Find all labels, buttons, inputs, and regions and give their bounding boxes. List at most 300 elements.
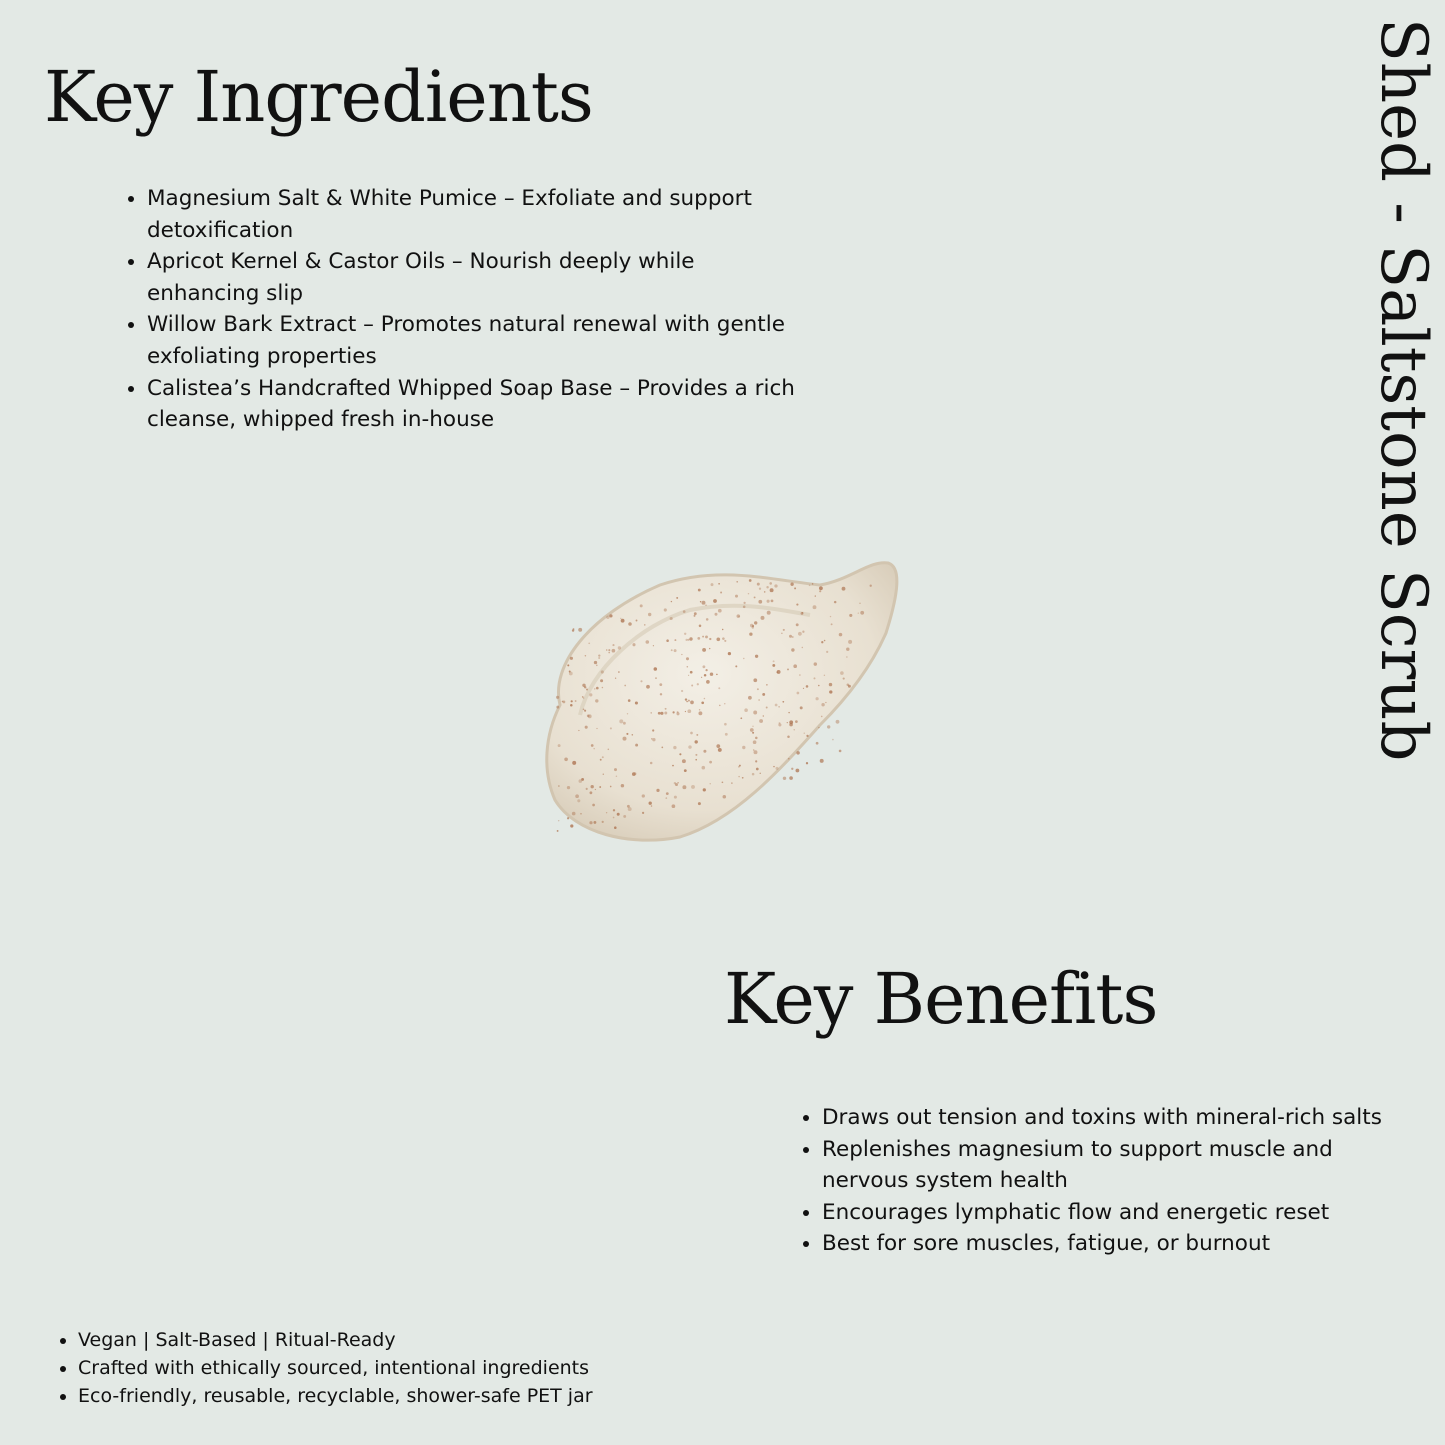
scrub-speck — [816, 742, 819, 745]
scrub-speck — [755, 737, 758, 740]
scrub-speck — [738, 776, 739, 777]
scrub-speck — [718, 687, 720, 689]
scrub-speck — [820, 759, 824, 763]
scrub-speck — [849, 614, 852, 617]
scrub-speck — [681, 654, 682, 655]
scrub-speck — [589, 693, 592, 696]
scrub-speck — [653, 645, 654, 646]
scrub-speck — [567, 817, 569, 819]
scrub-speck — [720, 592, 722, 594]
scrub-speck — [640, 604, 643, 607]
scrub-speck — [702, 665, 705, 668]
scrub-speck — [697, 637, 700, 640]
scrub-speck — [804, 732, 805, 733]
scrub-speck — [674, 782, 676, 784]
scrub-speck — [750, 728, 754, 732]
scrub-speck — [700, 601, 701, 602]
scrub-speck — [646, 640, 650, 644]
scrub-speck — [767, 600, 770, 603]
scrub-speck — [582, 684, 585, 687]
scrub-speck — [794, 729, 795, 730]
scrub-speck — [775, 704, 778, 707]
scrub-speck — [709, 648, 710, 649]
scrub-speck — [572, 629, 574, 631]
scrub-speck — [724, 723, 727, 726]
scrub-speck — [761, 616, 765, 620]
scrub-speck — [773, 766, 774, 767]
feature-item: • Crafted with ethically sourced, intentional ingredients — [78, 1354, 698, 1382]
scrub-speck — [623, 737, 627, 741]
scrub-speck — [591, 785, 594, 788]
scrub-speck — [814, 662, 817, 665]
scrub-speck — [738, 766, 740, 768]
scrub-speck — [753, 678, 757, 682]
scrub-speck — [705, 635, 708, 638]
scrub-speck — [716, 674, 718, 676]
scrub-speck — [593, 748, 595, 750]
scrub-speck — [661, 747, 663, 749]
scrub-speck — [819, 586, 823, 590]
scrub-speck — [592, 804, 595, 807]
scrub-speck — [702, 766, 706, 770]
scrub-speck — [567, 664, 569, 666]
scrub-speck — [829, 683, 832, 686]
scrub-speck — [858, 612, 859, 613]
scrub-speck — [718, 583, 720, 585]
scrub-speck — [799, 674, 801, 676]
scrub-speck — [764, 591, 766, 593]
scrub-speck — [760, 773, 761, 774]
scrub-speck — [609, 614, 612, 617]
scrub-speck — [628, 622, 632, 626]
scrub-speck — [596, 665, 598, 667]
scrub-speck — [652, 738, 655, 741]
scrub-speck — [570, 657, 573, 660]
scrub-speck — [558, 785, 560, 787]
scrub-speck — [690, 732, 693, 735]
scrub-speck — [570, 824, 573, 827]
scrub-speck — [699, 709, 701, 711]
scrub-speck — [832, 739, 834, 741]
scrub-speck — [648, 613, 651, 616]
scrub-speck — [687, 639, 689, 641]
scrub-speck — [665, 797, 667, 799]
scrub-speck — [842, 587, 846, 591]
scrub-speck — [695, 759, 697, 761]
scrub-speck — [718, 748, 722, 752]
scrub-speck — [558, 820, 559, 821]
scrub-speck — [767, 611, 771, 615]
scrub-speck — [755, 760, 757, 762]
scrub-speck — [596, 728, 597, 729]
scrub-speck — [796, 623, 799, 626]
scrub-speck — [584, 710, 586, 712]
scrub-speck — [709, 761, 712, 764]
scrub-speck — [602, 756, 604, 758]
scrub-speck — [788, 758, 790, 760]
scrub-speck — [836, 720, 840, 724]
scrub-speck — [617, 813, 620, 816]
scrub-speck — [640, 680, 642, 682]
key-benefits-heading: Key Benefits — [724, 958, 1158, 1040]
scrub-speck — [740, 717, 742, 719]
scrub-speck — [782, 701, 784, 703]
scrub-speck — [694, 612, 697, 615]
scrub-speck — [735, 595, 738, 598]
scrub-speck — [603, 774, 604, 775]
scrub-speck — [813, 677, 815, 679]
scrub-speck — [722, 637, 725, 640]
scrub-speck — [664, 608, 667, 611]
scrub-speck — [812, 583, 814, 585]
scrub-speck — [585, 726, 588, 729]
scrub-speck — [632, 734, 634, 736]
scrub-speck — [649, 802, 652, 805]
scrub-speck — [569, 672, 573, 676]
scrub-speck — [606, 616, 609, 619]
scrub-speck — [710, 783, 711, 784]
scrub-speck — [731, 782, 732, 783]
scrub-speck — [562, 701, 564, 703]
scrub-speck — [602, 687, 604, 689]
scrub-speck — [691, 785, 695, 789]
scrub-speck — [704, 698, 706, 700]
scrub-speck — [646, 685, 650, 689]
scrub-speck — [818, 727, 819, 728]
scrub-speck — [752, 732, 754, 734]
scrub-speck — [578, 730, 579, 731]
scrub-speck — [704, 674, 707, 677]
scrub-speck — [594, 688, 595, 689]
scrub-speck — [718, 609, 722, 613]
scrub-speck — [748, 696, 752, 700]
scrub-speck — [759, 719, 763, 723]
scrub-speck — [619, 719, 623, 723]
scrub-speck — [681, 690, 683, 692]
scrub-speck — [580, 813, 582, 815]
scrub-speck — [860, 611, 864, 615]
scrub-speck — [755, 655, 758, 658]
scrub-speck — [656, 789, 659, 792]
scrub-speck — [749, 633, 752, 636]
scrub-speck — [859, 602, 861, 604]
scrub-speck — [672, 765, 674, 767]
scrub-speck — [610, 786, 612, 788]
scrub-speck — [796, 769, 800, 773]
scrub-speck — [703, 750, 706, 753]
scrub-speck — [819, 590, 821, 592]
scrub-speck — [694, 615, 696, 617]
scrub-speck — [606, 649, 608, 651]
ingredient-item: • Apricot Kernel & Castor Oils – Nourish deeply while enhancing slip — [147, 246, 812, 309]
scrub-speck — [685, 639, 687, 641]
scrub-speck — [696, 734, 698, 736]
scrub-speck — [702, 636, 704, 638]
scrub-speck — [766, 586, 768, 588]
scrub-speck — [594, 661, 597, 664]
scrub-speck — [672, 711, 674, 713]
scrub-speck — [583, 697, 584, 698]
scrub-speck — [590, 791, 593, 794]
scrub-speck — [794, 587, 796, 589]
scrub-speck — [706, 618, 709, 621]
scrub-speck — [783, 629, 785, 631]
scrub-speck — [600, 759, 602, 761]
scrub-speck — [635, 744, 638, 747]
scrub-speck — [779, 722, 781, 724]
scrub-speck — [575, 794, 579, 798]
scrub-speck — [705, 669, 707, 671]
scrub-speck — [697, 683, 699, 685]
scrub-speck — [608, 749, 610, 751]
scrub-speck — [716, 637, 720, 641]
scrub-speck — [798, 632, 802, 636]
scrub-speck — [724, 703, 725, 704]
scrub-speck — [685, 698, 687, 700]
scrub-speck — [683, 610, 686, 613]
scrub-speck — [783, 777, 786, 780]
scrub-speck — [598, 657, 600, 659]
scrub-speck — [766, 707, 768, 709]
scrub-speck — [598, 654, 600, 656]
scrub-speck — [846, 656, 847, 657]
scrub-speck — [557, 830, 559, 832]
scrub-speck — [608, 652, 610, 654]
scrub-speck — [773, 660, 775, 662]
scrub-speck — [840, 671, 844, 675]
scrub-speck — [660, 693, 662, 695]
scrub-speck — [642, 794, 645, 797]
scrub-speck — [654, 667, 658, 671]
scrub-speck — [824, 640, 826, 642]
scrub-speck — [723, 795, 727, 799]
scrub-speck — [778, 706, 780, 708]
scrub-speck — [602, 821, 604, 823]
scrub-speck — [593, 821, 596, 824]
scrub-speck — [659, 683, 662, 686]
scrub-speck — [674, 649, 677, 652]
scrub-speck — [695, 754, 697, 756]
scrub-speck — [802, 647, 803, 648]
scrub-speck — [687, 709, 691, 713]
scrub-speck — [834, 601, 836, 603]
scrub-speck — [583, 708, 585, 710]
scrub-speck — [616, 776, 618, 778]
scrub-speck — [682, 785, 686, 789]
scrub-speck — [572, 761, 576, 765]
feature-item: • Vegan | Salt-Based | Ritual-Ready — [78, 1326, 698, 1354]
scrub-speck — [632, 772, 636, 776]
scrub-speck — [830, 616, 831, 617]
scrub-speck — [827, 725, 830, 728]
scrub-speck — [701, 677, 702, 678]
scrub-speck — [608, 649, 610, 651]
scrub-speck — [769, 582, 772, 585]
scrub-speck — [674, 796, 677, 799]
scrub-speck — [628, 807, 632, 811]
scrub-speck — [623, 722, 626, 725]
scrub-speck — [736, 581, 738, 583]
scrub-speck — [614, 826, 617, 829]
scrub-speck — [620, 618, 621, 619]
scrub-speck — [701, 701, 704, 704]
scrub-speck — [650, 712, 651, 713]
scrub-speck — [706, 680, 710, 684]
scrub-speck — [624, 685, 626, 687]
scrub-speck — [613, 809, 615, 811]
scrub-speck — [802, 612, 804, 614]
key-ingredients-heading: Key Ingredients — [44, 56, 593, 138]
scrub-speck — [770, 588, 774, 592]
scrub-speck — [774, 584, 777, 587]
scrub-speck — [806, 762, 808, 764]
scrub-speck — [564, 757, 568, 761]
benefit-item: • Draws out tension and toxins with mineral-rich salts — [822, 1102, 1422, 1134]
scrub-speck — [839, 633, 843, 637]
scrub-speck — [610, 727, 612, 729]
benefit-item: • Best for sore muscles, fatigue, or burnout — [822, 1228, 1422, 1260]
scrub-speck — [847, 684, 850, 687]
benefits-list — [800, 1102, 1422, 1260]
scrub-speck — [763, 715, 764, 716]
scrub-speck — [686, 701, 687, 702]
scrub-speck — [775, 767, 778, 770]
scrub-speck — [600, 679, 603, 682]
scrub-speck — [722, 781, 724, 783]
scrub-speck — [642, 812, 644, 814]
scrub-speck — [688, 700, 690, 702]
scrub-speck — [831, 623, 833, 625]
scrub-speck — [586, 688, 588, 690]
scrub-speck — [754, 596, 756, 598]
scrub-speck — [750, 624, 753, 627]
scrub-speck — [771, 600, 774, 603]
scrub-speck — [719, 705, 721, 707]
scrub-speck — [690, 671, 693, 674]
scrub-speck — [695, 740, 698, 743]
scrub-speck — [821, 703, 824, 706]
scrub-speck — [777, 670, 781, 674]
scrub-speck — [699, 625, 702, 628]
scrub-speck — [724, 640, 726, 642]
scrub-speck — [585, 655, 586, 656]
scrub-speck — [606, 812, 607, 813]
scrub-speck — [644, 624, 645, 625]
scrub-speck — [686, 657, 689, 660]
scrub-speck — [623, 815, 626, 818]
scrub-speck — [711, 583, 714, 586]
scrub-speck — [821, 716, 823, 718]
scrub-speck — [618, 646, 621, 649]
scrub-speck — [685, 711, 686, 712]
scrub-speck — [743, 602, 745, 604]
scrub-speck — [587, 714, 590, 717]
scrub-speck — [572, 812, 576, 816]
scrub-speck — [781, 633, 782, 634]
scrub-speck — [742, 746, 745, 749]
scrub-speck — [758, 600, 762, 604]
scrub-speck — [788, 712, 789, 713]
scrub-speck — [595, 789, 596, 790]
scrub-speck — [806, 735, 808, 737]
scrub-speck — [666, 639, 669, 642]
scrub-speck — [762, 693, 765, 696]
scrub-speck — [744, 708, 748, 712]
scrub-speck — [665, 708, 667, 710]
scrub-speck — [791, 768, 793, 770]
scrub-speck — [615, 678, 616, 679]
scrub-speck — [752, 726, 753, 727]
scrub-speck — [589, 821, 592, 824]
scrub-speck — [738, 616, 739, 617]
scrub-speck — [621, 619, 625, 623]
scrub-speck — [787, 722, 788, 723]
scrub-speck — [618, 671, 620, 673]
scrub-speck — [682, 759, 686, 763]
scrub-speck — [581, 778, 584, 781]
scrub-texture-image — [520, 555, 910, 850]
scrub-speck — [684, 769, 687, 772]
scrub-speck — [815, 595, 816, 596]
scrub-speck — [595, 699, 598, 702]
scrub-speck — [588, 642, 590, 644]
benefit-item: • Replenishes magnesium to support muscle and nervous system health — [822, 1134, 1422, 1197]
scrub-speck — [787, 735, 790, 738]
scrub-speck — [672, 804, 676, 808]
scrub-speck — [599, 786, 601, 788]
scrub-speck — [789, 776, 793, 780]
scrub-speck — [790, 583, 793, 586]
scrub-speck — [759, 588, 761, 590]
scrub-speck — [690, 701, 694, 705]
scrub-speck — [582, 696, 584, 698]
scrub-speck — [816, 697, 819, 700]
scrub-speck — [558, 744, 561, 747]
ingredient-item: • Willow Bark Extract – Promotes natural renewal with gentle exfoliating properties — [147, 309, 812, 372]
scrub-speck — [715, 613, 718, 616]
scrub-speck — [789, 635, 792, 638]
scrub-speck — [567, 786, 570, 789]
scrub-speck — [725, 733, 728, 736]
scrub-speck — [791, 648, 794, 651]
scrub-speck — [601, 670, 604, 673]
scrub-speck — [728, 652, 731, 655]
scrub-speck — [596, 687, 599, 690]
scrub-speck — [806, 685, 809, 688]
scrub-speck — [689, 637, 692, 640]
scrub-speck — [698, 589, 701, 592]
scrub-speck — [688, 745, 691, 748]
scrub-speck — [591, 744, 594, 747]
scrub-speck — [753, 711, 757, 715]
scrub-speck — [698, 711, 702, 715]
scrub-speck — [793, 664, 797, 668]
scrub-speck — [658, 712, 661, 715]
scrub-speck — [796, 751, 799, 754]
ingredients-list — [125, 183, 812, 436]
scrub-speck — [691, 685, 693, 687]
scrub-speck — [756, 768, 759, 771]
scrub-speck — [684, 633, 686, 635]
scrub-speck — [677, 711, 679, 713]
scrub-speck — [586, 788, 588, 790]
feature-item: • Eco-friendly, reusable, recyclable, shower-safe PET jar — [78, 1382, 698, 1410]
scrub-speck — [636, 620, 638, 622]
scrub-speck — [789, 720, 793, 724]
scrub-speck — [632, 643, 635, 646]
scrub-speck — [677, 782, 679, 784]
scrub-speck — [713, 599, 717, 603]
